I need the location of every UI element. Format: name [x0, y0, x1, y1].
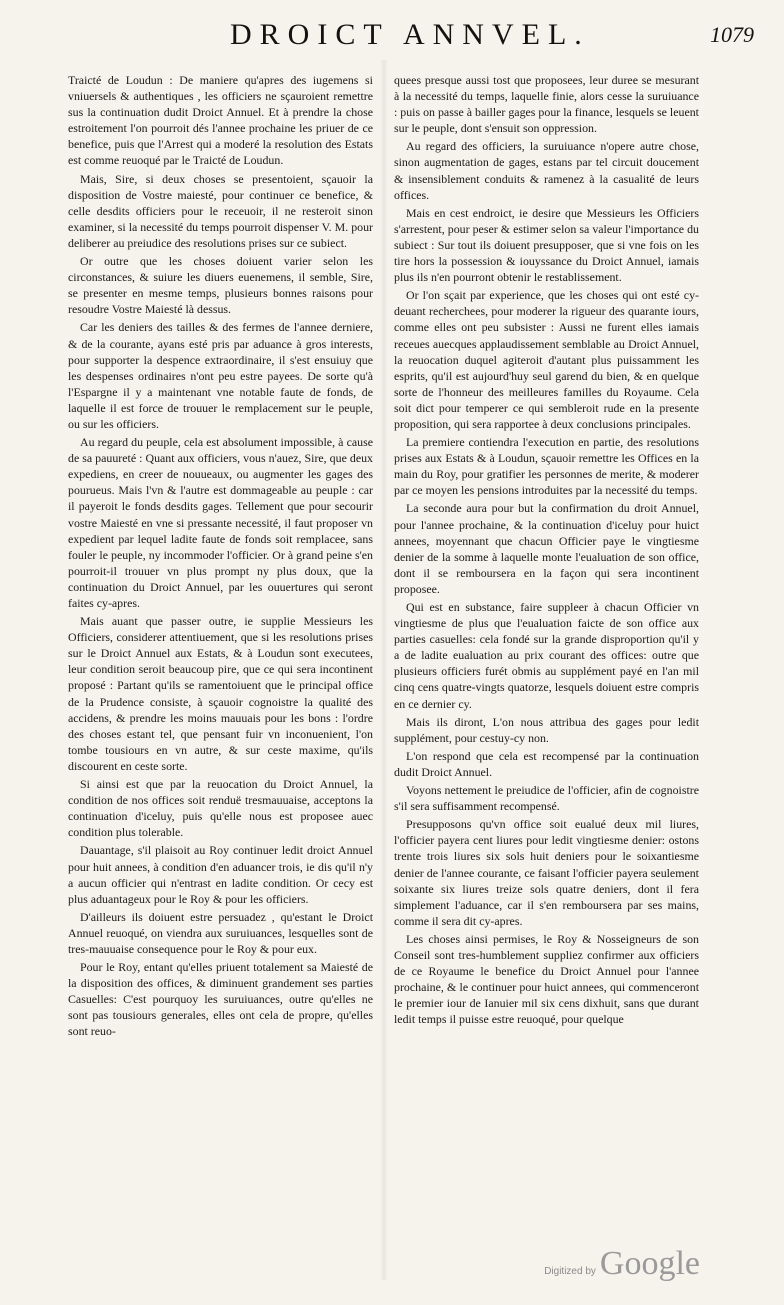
paragraph: Au regard du peuple, cela est absolument impossible, à cause de sa pauureté : Quant aux officiers, vous n'auez, Sire, que deux expediens, en creer de nouueaux, ou augmenter les gages des pourueus. Mais l'vn & l'autre est dommageable au peuple : car il payeroit le fonds desdits gages. Tellement que pour secourir vostre Maiesté en vne si pressante necessité, il faut proposer vn expedient par lequel ladite faute de fonds soit remplacee, sans fouler le peuple, ny incommoder l'officier. Or à grand peine s'en pourroit-il trouuer vn plus prompt ny plus doux, que la continuation du Droict Annuel, par les ouuertures qui seront faites cy-apres.: [68, 435, 373, 610]
paragraph: Les choses ainsi permises, le Roy & Nosseigneurs de son Conseil sont tres-humblement suppliez confirmer aux officiers de ce Royaume le benefice du Droict Annuel pour l'annee prochaine, & le continuer pour huict annees, qui commenceront le premier iour de Ianuier mil six cens dixhuit, sans que durant ledit temps il puisse estre reuoqué, pour quelque: [394, 931, 699, 1027]
paragraph: Car les deniers des tailles & des fermes de l'annee derniere, & de la courante, ayans esté pris par aduance à gros interests, pour supporter la despence extraordinaire, il s'est ensuiuy que les despenses ordinaires n'ont peu estre payees. De sorte qu'à l'Espargne il y a maintenant vne notable faute de fonds, de laquelle il est force de trouuer le remplacement sur le peuple, ou sur les officiers.: [68, 320, 373, 431]
right-column: [394, 72, 699, 1029]
paragraph: Au regard des officiers, la suruiuance n'opere autre chose, sinon augmentation de gages, estans par tel circuit doucement & insensiblement conduits & ramenez à la casualité de leurs offices.: [394, 139, 699, 202]
digitized-watermark: [544, 1245, 700, 1283]
paragraph: La premiere contiendra l'execution en partie, des resolutions prises aux Estats & à Loudun, sçauoir remettre les Offices en la main du Roy, pour gratifier les personnes de merite, & moderer par ce moyen les pensions introduites par la necessité du temps.: [394, 435, 699, 498]
paragraph: Mais ils diront, L'on nous attribua des gages pour ledit supplément, pour cestuy-cy non.: [394, 714, 699, 745]
running-title: DROICT ANNVEL.: [230, 18, 590, 51]
paragraph: Qui est en substance, faire suppleer à chacun Officier vn vingtiesme de plus que l'eualuation faicte de son office aux parties casuelles: cela fondé sur la grande disproportion qu'il y a de ladite eualuation au prix courant des offices: outre que plusieurs officiers furét obmis au supplément payé en l'an mil cinq cens quatre-vingts quatorze, lesquels doiuent estre compris en ce dernier cy.: [394, 600, 699, 711]
paragraph: Or outre que les choses doiuent varier selon les circonstances, & suiure les diuers euenemens, il semble, Sire, se presenter en mesme temps, plusieurs bonnes raisons pour resoudre Vostre Maiesté là dessus.: [68, 254, 373, 317]
running-header: [60, 10, 754, 66]
paragraph: L'on respond que cela est recompensé par la continuation dudit Droict Annuel.: [394, 748, 699, 779]
paragraph: Mais, Sire, si deux choses se presentoient, sçauoir la disposition de Vostre maiesté, pour continuer ce benefice, & celle desdits officiers pour le receuoir, il ne resteroit sinon examiner, si la necessité du temps pourroit dispenser V. M. pour deliberer au preiudice des resolutions prises sur ce subiect.: [68, 171, 373, 250]
column-gutter: [380, 60, 388, 1280]
paragraph: Dauantage, s'il plaisoit au Roy continuer ledit droict Annuel pour huit annees, à condition d'en aduancer trois, ie dis qu'il n'y a aucun officier qui n'entrast en ladite condition. Or cecy est plus aduantageux pour le Roy & pour les officiers.: [68, 843, 373, 906]
paragraph: Voyons nettement le preiudice de l'officier, afin de cognoistre s'il sera suffisamment recompensé.: [394, 783, 699, 814]
paragraph: La seconde aura pour but la confirmation du droit Annuel, pour l'annee prochaine, & la continuation d'iceluy pour huict annees, moyennant que chacun Officier paye le vingtiesme denier de la somme à laquelle monte l'eualuation de son office, dont il se remboursera en la façon qui sera incontinent proposee.: [394, 501, 699, 596]
watermark-prefix: Digitized by: [544, 1266, 596, 1277]
paragraph: Mais en cest endroict, ie desire que Messieurs les Officiers s'arrestent, pour peser & estimer selon sa valeur l'importance du subiect : Sur tout ils doiuent presupposer, que si vne fois on les tire hors la possession & iouyssance du Droict Annuel, iamais plus ils n'en pourront obtenir le restablissement.: [394, 205, 699, 285]
paragraph: Si ainsi est que par la reuocation du Droict Annuel, la condition de nos offices soit renduë tresmauuaise, acceptons la continuation d'iceluy, puis qu'elle nous est proposee auec condition plus tolerable.: [68, 777, 373, 840]
paragraph: D'ailleurs ils doiuent estre persuadez , qu'estant le Droict Annuel reuoqué, on viendra aux suruiuances, lesquelles sont de tres-mauuaise consequence pour le Roy & pour eux.: [68, 909, 373, 956]
paragraph: Presupposons qu'vn office soit eualué deux mil liures, l'officier payera cent liures pour ledit vingtiesme denier: ostons trente trois liures six sols huit deniers pour le soixantiesme denier de l'annee courante, ce faisant l'officier payera seulement soixante six liures treize sols quatre deniers, dont il fera simplement l'aduance, car il s'en remboursera par ses mains, comme il sera dit cy-apres.: [394, 817, 699, 928]
paragraph: quees presque aussi tost que proposees, leur duree se mesurant à la necessité du temps, laquelle finie, alors cesse la suruiuance : puis on passe à bailler gages pour la finance, lesquels se leuent sur le peuple, dont s'ensuit son oppression.: [394, 73, 699, 136]
paragraph: Traicté de Loudun : De maniere qu'apres des iugemens si vniuersels & authentiques , les officiers ne sçauroient remettre sus la continuation dudit Droict Annuel. Et à prendre la chose estroitement l'on pourroit dés l'annee prochaine les priuer de ce benefice, puis que l'Arrest qui a moderé la resolution des Estats est comme reuoqué par le Traicté de Loudun.: [68, 73, 373, 168]
google-logo: Google: [599, 1245, 700, 1282]
left-column: [68, 72, 373, 1042]
paragraph: Mais auant que passer outre, ie supplie Messieurs les Officiers, considerer attentiuement, que si les resolutions prises sur le Droict Annuel aux Estats, & à Loudun sont executees, leur condition seroit beaucoup pire, que ce qui sera incontinent proposé : Partant qu'ils se ramentoiuent que le principal office de la Prudence consiste, à sçauoir cognoistre la qualité des accidens, & prendre les moins mauuais pour les bons : l'ordre des choses estant tel, que pensant fuir vn inconuenient, l'on tombe tousiours en vn autre, & sur ceste maxime, qu'ils discourent en ceste sorte.: [68, 614, 373, 773]
paragraph: Pour le Roy, entant qu'elles priuent totalement sa Maiesté de la disposition des offices, & diminuent grandement ses parties Casuelles: C'est pourquoy les suruiuances, outre qu'elles ne sont pas tousiours generales, elles ont cela de propre, qu'elles sont reuo-: [68, 960, 373, 1039]
page-number: 1079: [710, 22, 754, 47]
paragraph: Or l'on sçait par experience, que les choses qui ont esté cy-deuant recherchees, pour moderer la rigueur des quarante iours, comme elles ont peu subsister : Aussi ne furent elles iamais receues auecques applaudissement semblable au Droict Annuel, la reuocation duquel agiteroit d'autant plus puissamment les esprits, qu'il est aujourd'huy seul garend du bien, & en quelque sorte de l'honneur des meilleures familles du Royaume. Cela soit dict pour temperer ce qui sembleroit rude en la presente proposition, qui sera rapportee à deux conclusions principales.: [394, 288, 699, 431]
